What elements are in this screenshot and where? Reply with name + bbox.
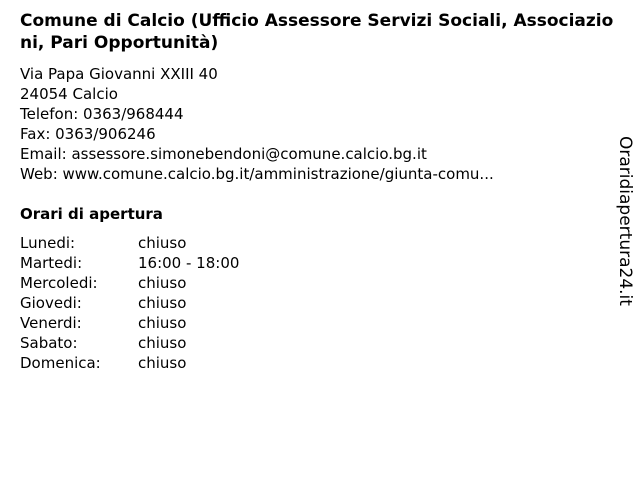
hours-value: chiuso: [138, 314, 187, 332]
hours-value: chiuso: [138, 334, 187, 352]
hours-value: 16:00 - 18:00: [138, 254, 240, 272]
hours-value: chiuso: [138, 274, 187, 292]
day-label: Lunedi:: [20, 234, 76, 252]
email-address: Email: assessore.simonebendoni@comune.calcio.bg.it: [20, 145, 427, 163]
address-city: 24054 Calcio: [20, 85, 118, 103]
day-label: Martedi:: [20, 254, 83, 272]
address-street: Via Papa Giovanni XXIII 40: [20, 65, 218, 83]
day-label: Sabato:: [20, 334, 78, 352]
site-watermark: Oraridiapertura24.it: [615, 136, 635, 306]
day-label: Domenica:: [20, 354, 101, 372]
hours-value: chiuso: [138, 354, 187, 372]
fax-number: Fax: 0363/906246: [20, 125, 156, 143]
phone-number: Telefon: 0363/968444: [20, 105, 184, 123]
day-label: Mercoledi:: [20, 274, 98, 292]
hours-value: chiuso: [138, 294, 187, 312]
website-url: Web: www.comune.calcio.bg.it/amministrazione/giunta-comu...: [20, 165, 494, 183]
day-label: Giovedi:: [20, 294, 82, 312]
page-title: Comune di Calcio (Ufficio Assessore Servizi Sociali, Associazioni, Pari Opportunità): [20, 11, 614, 53]
contact-info: [20, 64, 494, 184]
opening-hours-heading: Orari di apertura: [20, 205, 163, 223]
hours-value: chiuso: [138, 234, 187, 252]
day-label: Venerdi:: [20, 314, 82, 332]
